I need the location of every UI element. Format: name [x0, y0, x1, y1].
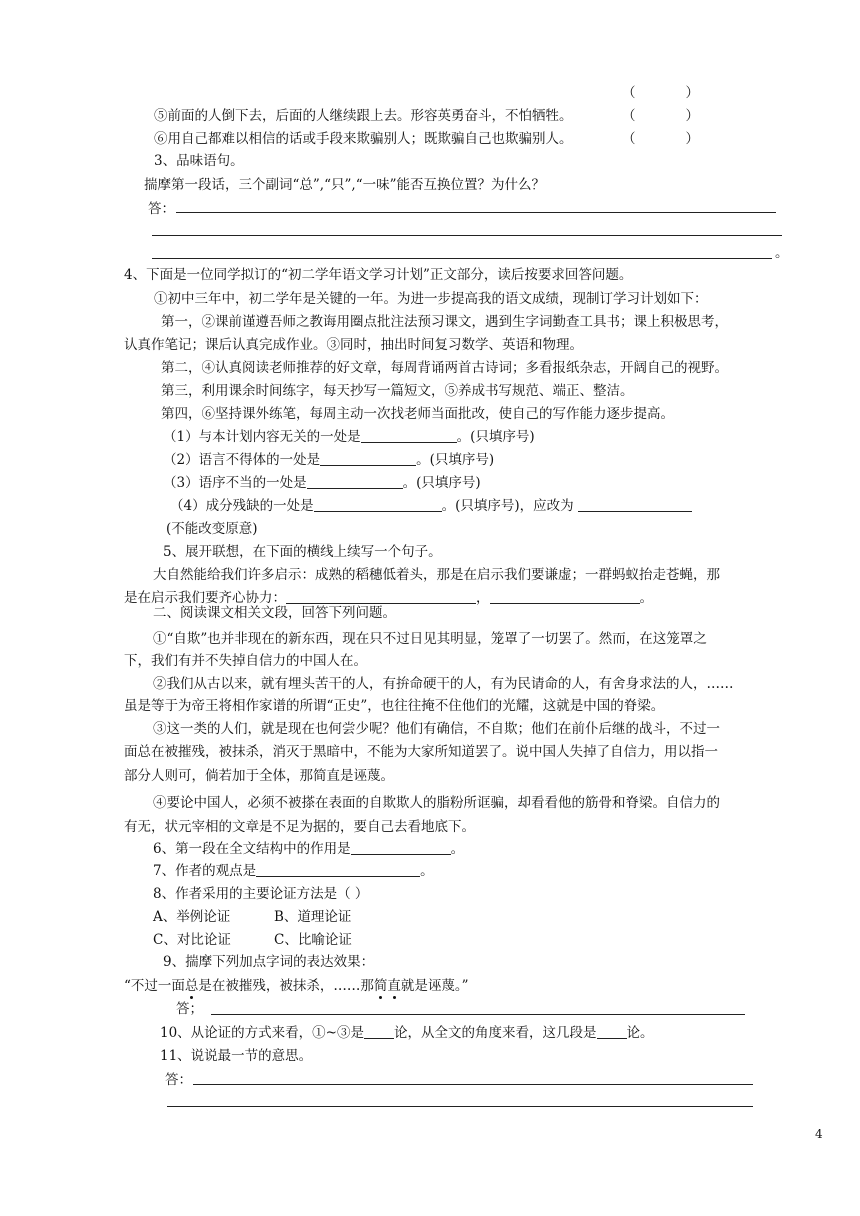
idiom-answer-paren-5[interactable]: （ ） — [622, 108, 699, 124]
q3-answer-label: 答： — [148, 201, 175, 217]
q5-blank-2[interactable] — [490, 589, 640, 604]
passage-p3a: ③这一类的人们，就是现在也何尝少呢？他们有确信，不自欺；他们在前仆后继的战斗，不过一 — [153, 721, 720, 737]
idiom-item-5: ⑤前面的人倒下去，后面的人继续跟上去。形容英勇奋斗，不怕牺牲。 — [154, 108, 573, 124]
q3-title: 3、品味语句。 — [154, 153, 244, 169]
q4-sub4-note: (不能改变原意) — [166, 521, 258, 537]
q5-title: 5、展开联想，在下面的横线上续写一个句子。 — [163, 544, 442, 560]
q4-sub4: （4）成分残缺的一处是 。(只填序号)，应改为 — [170, 497, 692, 515]
q5-line-1: 大自然能给我们许多启示：成熟的稻穗低着头，那是在启示我们要谦虚；一群蚂蚁抬走苍蝇，那 — [153, 567, 720, 583]
q9-answer-label: 答； — [176, 1001, 203, 1017]
q6: 6、第一段在全文结构中的作用是 。 — [153, 841, 465, 857]
q6-blank[interactable] — [351, 840, 451, 855]
q8-option-c2[interactable]: C、比喻论证 — [274, 932, 352, 948]
q11-answer-label: 答： — [165, 1072, 192, 1088]
q5-blank-1[interactable] — [286, 589, 476, 604]
q8-option-b[interactable]: B、道理论证 — [274, 909, 352, 925]
page-number: 4 — [815, 1127, 823, 1141]
q10-blank-2[interactable] — [597, 1024, 627, 1039]
idiom-answer-paren-4: （ ） — [622, 85, 699, 101]
q5-line-2: 是在启示我们要齐心协力： ， 。 — [124, 590, 653, 606]
q4-plan-p2b: 认真作笔记；课后认真完成作业。③同时，抽出时间复习数学、英语和物理。 — [124, 337, 583, 353]
passage-p1a: ①“自欺”也并非现在的新东西，现在只不过日见其明显，笼罩了一切罢了。然而，在这笼罩之 — [153, 631, 707, 647]
q3-answer-line-2[interactable] — [152, 235, 782, 236]
q4-sub3: （3）语序不当的一处是 。(只填序号) — [163, 475, 481, 491]
q4-plan-p4: 第三，利用课余时间练字，每天抄写一篇短文，⑤养成书写规范、端正、整洁。 — [161, 383, 634, 399]
q4-plan-p3: 第二，④认真阅读老师推荐的好文章，每周背诵两首古诗词；多看报纸杂志，开阔自己的视野。 — [161, 360, 728, 376]
q8-stem: 8、作者采用的主要论证方法是（ ） — [153, 886, 369, 902]
q8-option-c[interactable]: C、对比论证 — [153, 932, 231, 948]
dotted-word-jian: 简 — [373, 978, 388, 994]
q3-end-mark: 。 — [775, 245, 789, 261]
q8-option-a[interactable]: A、举例论证 — [153, 909, 231, 925]
passage-p2b: 虽是等于为帝王将相作家谱的所谓“正史”，也往往掩不住他们的光耀，这就是中国的脊梁。 — [124, 698, 665, 714]
q4-sub2: （2）语言不得体的一处是 。(只填序号) — [163, 452, 495, 468]
passage-p3b: 面总在被摧残，被抹杀，消灭于黑暗中，不能为大家所知道罢了。说中国人失掉了自信力，用以指一 — [124, 744, 718, 760]
dotted-word-zong: 总 — [184, 978, 199, 994]
q4-plan-p1: ①初中三年中，初二学年是关键的一年。为进一步提高我的语文成绩，现制订学习计划如下： — [154, 291, 708, 307]
q4-sub1: （1）与本计划内容无关的一处是 。(只填序号) — [163, 429, 535, 445]
q3-answer-line-1[interactable] — [176, 212, 776, 213]
passage-p1b: 下，我们有并不失掉自信力的中国人在。 — [124, 653, 367, 669]
q11-answer-line-1[interactable] — [193, 1084, 753, 1085]
idiom-answer-paren-6[interactable]: （ ） — [622, 131, 699, 147]
q7-blank[interactable] — [256, 862, 420, 877]
passage-p4b: 有无，状元宰相的文章是不足为据的，要自己去看地底下。 — [124, 819, 475, 835]
q4-sub1-blank[interactable] — [361, 428, 457, 443]
q4-sub4-blank-number[interactable] — [314, 497, 442, 512]
q4-plan-p5: 第四，⑥坚持课外练笔，每周主动一次找老师当面批改，使自己的写作能力逐步提高。 — [161, 406, 674, 422]
q9-title: 9、揣摩下列加点字词的表达效果： — [163, 954, 375, 970]
part2-title: 二、阅读课文相关文段，回答下列问题。 — [153, 605, 396, 621]
q7: 7、作者的观点是 。 — [153, 863, 434, 879]
q11-answer-line-2[interactable] — [167, 1106, 753, 1107]
passage-p3c: 部分人则可，倘若加于全体，那简直是诬蔑。 — [124, 768, 394, 784]
q11-title: 11、说说最一节的意思。 — [160, 1048, 313, 1064]
q4-sub2-blank[interactable] — [320, 451, 416, 466]
q10-blank-1[interactable] — [364, 1024, 394, 1039]
q4-sub4-blank-fix[interactable] — [578, 497, 692, 512]
q3-prompt: 揣摩第一段话，三个副词“总”,“只”,“一味”能否互换位置？为什么？ — [144, 177, 545, 193]
q4-title: 4、下面是一位同学拟订的“初二学年语文学习计划”正文部分，读后按要求回答问题。 — [124, 267, 633, 283]
passage-p2a: ②我们从古以来，就有埋头苦干的人，有拚命硬干的人，有为民请命的人，有舍身求法的人，…… — [153, 676, 734, 692]
q10: 10、从论证的方式来看，①~③是 论，从全文的角度来看，这几段是 论。 — [160, 1025, 654, 1041]
q9-answer-line[interactable] — [211, 1014, 745, 1015]
q9-quote: “不过一面总是在被摧残，被抹杀，……那简直就是诬蔑。” — [124, 978, 469, 994]
dotted-word-zhi: 直 — [387, 978, 401, 994]
idiom-item-6: ⑥用自己都难以相信的话或手段来欺骗别人；既欺骗自己也欺骗别人。 — [154, 131, 573, 147]
q4-sub3-blank[interactable] — [307, 474, 403, 489]
q4-plan-p2a: 第一，②课前谨遵吾师之教诲用圈点批注法预习课文，遇到生字词勤查工具书；课上积极思考， — [161, 314, 728, 330]
passage-p4a: ④要论中国人，必须不被搽在表面的自欺欺人的脂粉所诓骗，却看看他的筋骨和脊梁。自信力的 — [153, 795, 720, 811]
q3-answer-line-3[interactable] — [152, 258, 772, 259]
